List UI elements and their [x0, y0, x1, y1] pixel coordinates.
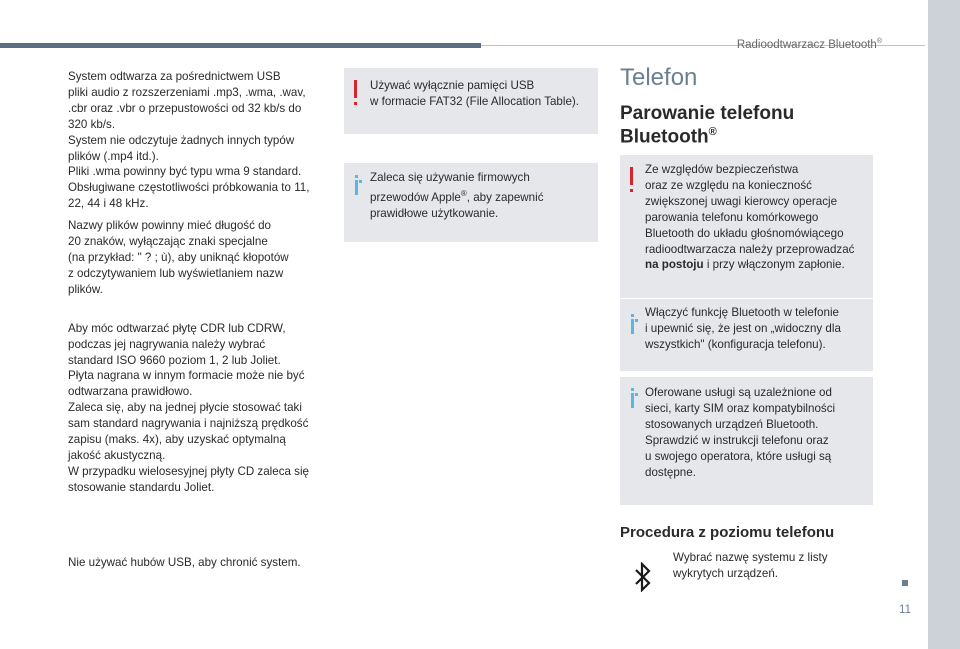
paragraph-usb-hubs: Nie używać hubów USB, aby chronić system. — [68, 556, 301, 569]
page-marker-square — [902, 580, 908, 586]
page-number: 11 — [899, 604, 911, 616]
warning-box-usb — [344, 68, 598, 134]
warning-safety-text: Ze względów bezpieczeństwa oraz ze względu na konieczność zwiększonej uwagi kierowcy operacje parowania telefonu komórkowego Bluetooth do układu głośnomówiącego radioodtwarzacza należy przeprowadzać na postoju i przy włączonym zapłonie. — [645, 163, 855, 272]
procedure-heading: Procedura z poziomu telefonu — [620, 524, 835, 541]
info-apple-text: Zaleca się używanie firmowych przewodów Apple®, aby zapewnić prawidłowe użytkowanie. — [370, 171, 544, 220]
page-header-title: Radioodtwarzacz Bluetooth® — [736, 38, 882, 51]
info-enable-text: Włączyć funkcję Bluetooth w telefonie i upewnić się, że jest on „widoczny dla wszystkich" (konfiguracja telefonu). — [645, 306, 841, 351]
info-icon — [631, 319, 634, 334]
bluetooth-icon — [634, 562, 652, 592]
usb-text-column — [68, 69, 330, 496]
warning-box-safety — [620, 155, 873, 298]
info-box-apple — [344, 163, 598, 242]
info-icon — [355, 180, 358, 195]
page-edge-strip — [928, 0, 960, 649]
pairing-heading: Parowanie telefonu Bluetooth® — [620, 103, 795, 148]
paragraph-audio-formats: System odtwarza za pośrednictwem USB pliki audio z rozszerzeniami .mp3, .wma, .wav, .cbr oraz .vbr o przepustowości od 32 kb/s do 320 kb/s. System nie odczytuje żadnych innych typów plików (.mp4 itd.). Pliki .wma powinny być typu wma 9 standard. Obsługiwane częstotliwości próbkowania to 11, 22, 44 i 48 kHz. — [68, 70, 310, 211]
header-rule — [0, 43, 481, 48]
procedure-text: Wybrać nazwę systemu z listy wykrytych urządzeń. — [673, 551, 828, 580]
info-icon — [631, 393, 634, 408]
warning-icon — [630, 167, 633, 185]
paragraph-file-names: Nazwy plików powinny mieć długość do 20 znaków, wyłączając znaki specjalne (na przykład: " ? ; ù), aby uniknąć kłopotów z odczytywaniem lub wyświetlaniem nazw plików. — [68, 219, 289, 296]
paragraph-cd-recording: Aby móc odtwarzać płytę CDR lub CDRW, podczas jej nagrywania należy wybrać standard ISO 9660 poziom 1, 2 lub Joliet. Płyta nagrana w innym formacie może nie być odtwarzana prawidłowo. Zaleca się, aby na jednej płycie stosować taki sam standard nagrywania i najniższą prędkość zapisu (maks. 4x), aby uzyskać optymalną jakość akustyczną. W przypadku wielosesyjnej płyty CD zaleca się stosowanie standardu Joliet. — [68, 321, 309, 494]
info-box-enable-bluetooth — [620, 299, 873, 371]
info-services-text: Oferowane usługi są uzależnione od sieci, karty SIM oraz kompatybilności stosowanych urządzeń Bluetooth. Sprawdzić w instrukcji telefonu oraz u swojego operatora, które usługi są dostępne. — [645, 386, 836, 479]
section-title: Telefon — [620, 64, 698, 91]
warning-icon — [354, 80, 357, 98]
warning-usb-text: Używać wyłącznie pamięci USB w formacie FAT32 (File Allocation Table). — [370, 79, 579, 108]
info-box-services — [620, 377, 873, 505]
